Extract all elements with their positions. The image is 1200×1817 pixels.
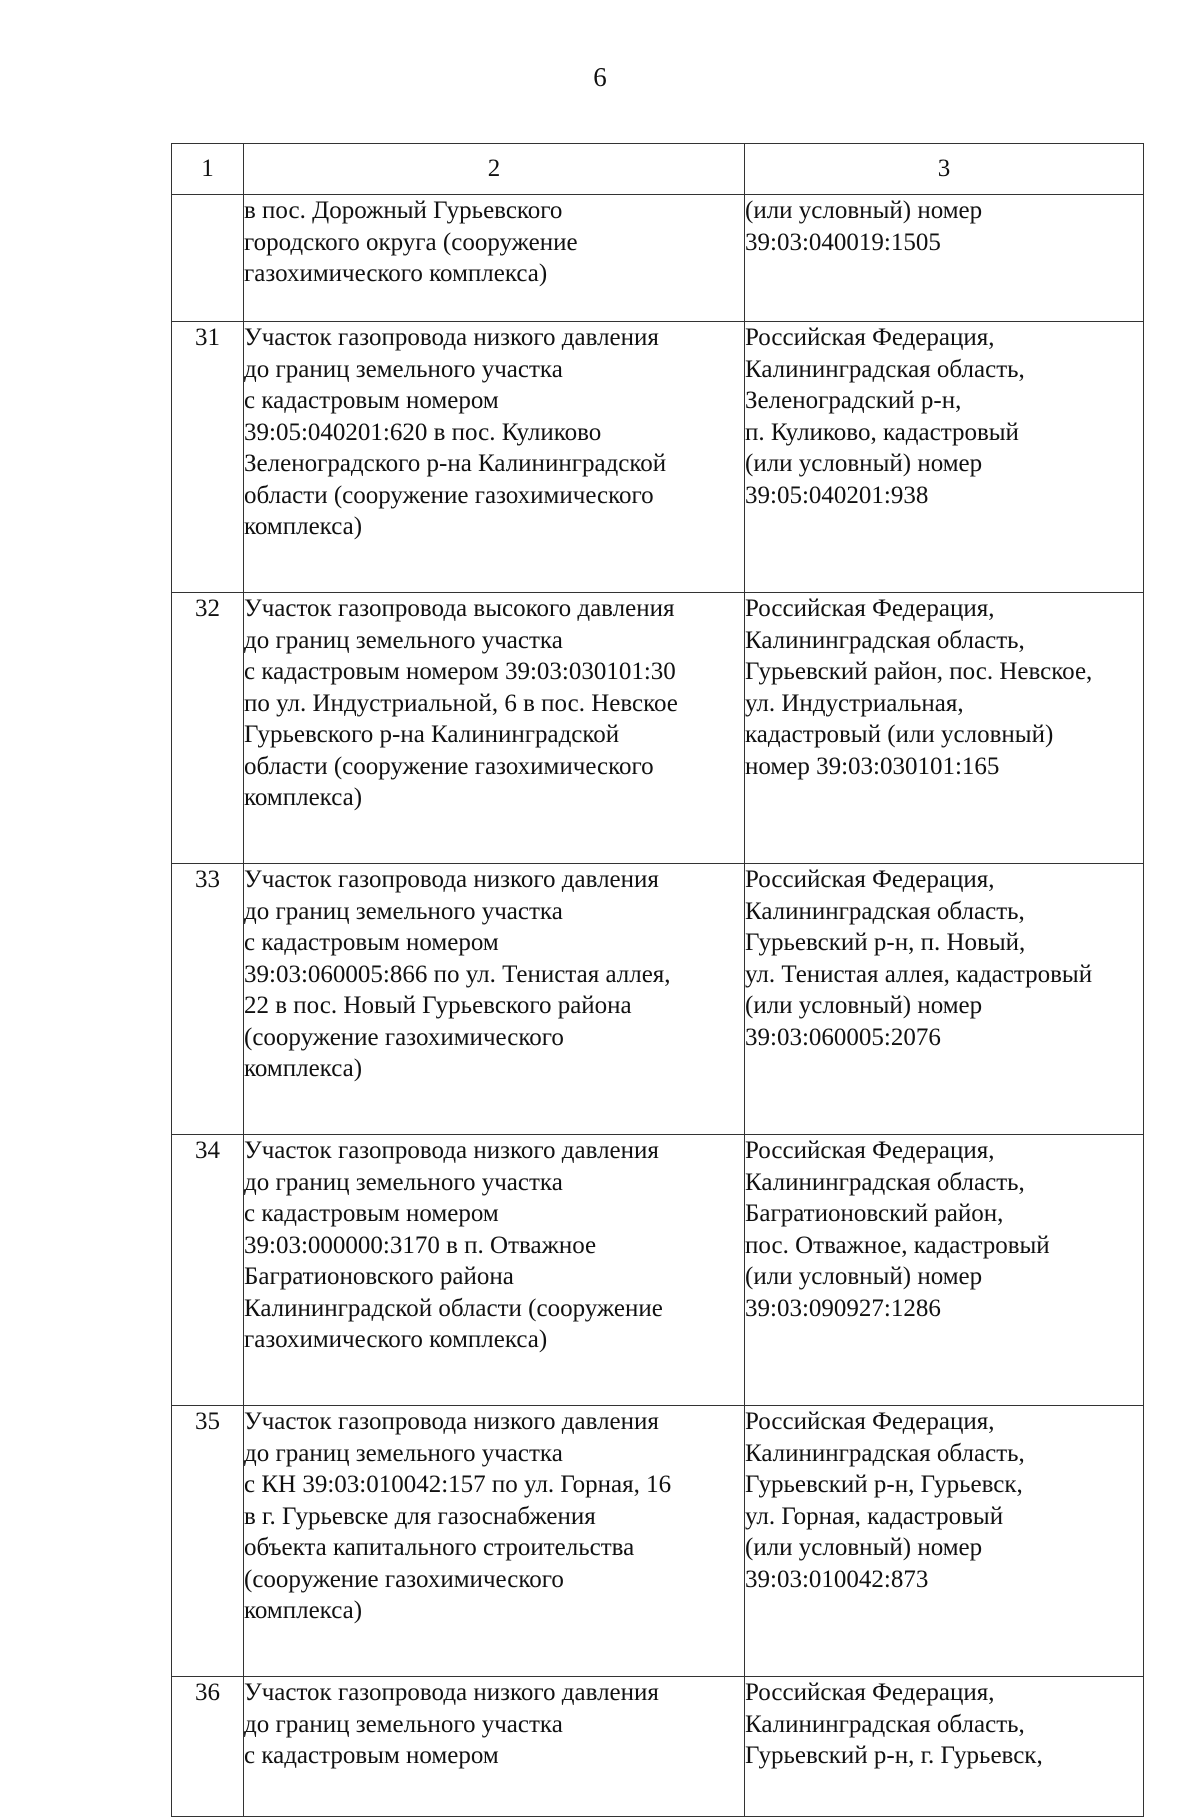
address-line: Калининградская область, [745,355,1025,383]
description-line: (сооружение газохимического [244,1023,564,1051]
object-description [244,593,745,864]
description-line: 39:03:000000:3170 в п. Отважное [244,1231,597,1259]
address-line: Зеленоградский р-н, [745,387,962,414]
description-line: городского округа (сооружение [244,228,578,256]
address-line: п. Куликово, кадастровый [745,418,1019,446]
description-line: до границ земельного участка [244,1168,563,1196]
table-header-row [172,144,1144,195]
address-line: 39:05:040201:938 [745,481,929,509]
address-line: 39:03:040019:1505 [745,228,941,256]
description-line: до границ земельного участка [244,1439,563,1467]
address-line: (или условный) номер [745,992,983,1019]
column-header-2: 2 [244,144,745,195]
description-line: Участок газопровода низкого давления [244,324,659,351]
object-address [745,1406,1144,1677]
address-line: Российская Федерация, [745,1137,995,1164]
description-line: Участок газопровода низкого давления [244,1408,659,1435]
row-number: 33 [172,864,244,1135]
description-line: в г. Гурьевске для газоснабжения [244,1502,596,1530]
address-line: Российская Федерация, [745,324,995,351]
description-line: области (сооружение газохимического [244,481,654,509]
object-address [745,1677,1144,1817]
description-line: 39:05:040201:620 в пос. Куликово [244,418,602,446]
address-line: Калининградская область, [745,1168,1025,1196]
address-line: ул. Тенистая аллея, кадастровый [745,960,1093,988]
address-line: Калининградская область, [745,897,1025,925]
description-line: области (сооружение газохимического [244,752,654,780]
description-line: 39:03:060005:866 по ул. Тенистая аллея, [244,960,671,988]
object-description [244,322,745,593]
description-line: до границ земельного участка [244,626,563,654]
object-address [745,322,1144,593]
table-row [172,1406,1144,1677]
object-address [745,864,1144,1135]
address-line: Калининградская область, [745,1439,1025,1467]
address-line: Гурьевский район, пос. Невское, [745,658,1093,685]
address-line: Российская Федерация, [745,1408,995,1435]
address-line: Калининградская область, [745,626,1025,654]
address-line: (или условный) номер [745,1534,983,1561]
table-row [172,322,1144,593]
table-row [172,1135,1144,1406]
address-line: кадастровый (или условный) [745,721,1054,748]
address-line: Гурьевский р-н, г. Гурьевск, [745,1742,1043,1769]
column-header-3: 3 [745,144,1144,195]
address-line: 39:03:010042:873 [745,1565,929,1593]
object-description [244,1677,745,1817]
address-line: Российская Федерация, [745,1679,995,1706]
description-line: 22 в пос. Новый Гурьевского района [244,992,632,1019]
description-line: Участок газопровода низкого давления [244,866,659,893]
description-line: до границ земельного участка [244,1710,563,1738]
object-address [745,593,1144,864]
object-address [745,195,1144,322]
description-line: комплекса) [244,1597,363,1624]
row-number: 36 [172,1677,244,1817]
object-description [244,1135,745,1406]
object-description [244,1406,745,1677]
address-line: 39:03:090927:1286 [745,1294,941,1322]
row-number: 34 [172,1135,244,1406]
description-line: комплекса) [244,784,363,811]
object-description [244,195,745,322]
description-line: Гурьевского р-на Калининградской [244,721,620,748]
description-line: с кадастровым номером [244,1742,499,1769]
description-line: Участок газопровода низкого давления [244,1679,659,1706]
description-line: Багратионовского района [244,1263,514,1290]
description-line: по ул. Индустриальной, 6 в пос. Невское [244,689,678,717]
table-row [172,864,1144,1135]
row-number: 31 [172,322,244,593]
address-line: Гурьевский р-н, Гурьевск, [745,1471,1023,1498]
description-line: газохимического комплекса) [244,1326,548,1353]
object-address [745,1135,1144,1406]
description-line: (сооружение газохимического [244,1565,564,1593]
description-line: Участок газопровода высокого давления [244,595,675,622]
address-line: Гурьевский р-н, п. Новый, [745,929,1026,956]
row-number: 32 [172,593,244,864]
address-line: 39:03:060005:2076 [745,1023,941,1051]
table-row [172,1677,1144,1817]
row-number: 35 [172,1406,244,1677]
address-line: (или условный) номер [745,197,983,224]
address-line: Багратионовский район, [745,1200,1004,1227]
row-number [172,195,244,322]
address-line: (или условный) номер [745,1263,983,1290]
description-line: в пос. Дорожный Гурьевского [244,197,563,224]
object-description [244,864,745,1135]
description-line: с кадастровым номером 39:03:030101:30 [244,658,676,685]
description-line: с кадастровым номером [244,929,499,956]
description-line: до границ земельного участка [244,355,563,383]
registry-table [171,143,1144,1817]
description-line: комплекса) [244,513,363,540]
address-line: ул. Индустриальная, [745,689,964,717]
page-number: 6 [593,62,607,92]
description-line: с кадастровым номером [244,1200,499,1227]
address-line: Российская Федерация, [745,595,995,622]
description-line: Участок газопровода низкого давления [244,1137,659,1164]
description-line: объекта капитального строительства [244,1534,635,1561]
address-line: Российская Федерация, [745,866,995,893]
description-line: Зеленоградского р-на Калининградской [244,450,667,477]
table-body [172,195,1144,1817]
description-line: Калининградской области (сооружение [244,1294,663,1322]
description-line: газохимического комплекса) [244,260,548,287]
description-line: с кадастровым номером [244,387,499,414]
address-line: номер 39:03:030101:165 [745,752,1000,780]
address-line: (или условный) номер [745,450,983,477]
address-line: Калининградская область, [745,1710,1025,1738]
address-line: ул. Горная, кадастровый [745,1502,1004,1530]
address-line: пос. Отважное, кадастровый [745,1231,1050,1259]
description-line: с КН 39:03:010042:157 по ул. Горная, 16 [244,1471,672,1498]
description-line: до границ земельного участка [244,897,563,925]
table-row [172,195,1144,322]
table-row [172,593,1144,864]
column-header-1: 1 [172,144,244,195]
description-line: комплекса) [244,1055,363,1082]
